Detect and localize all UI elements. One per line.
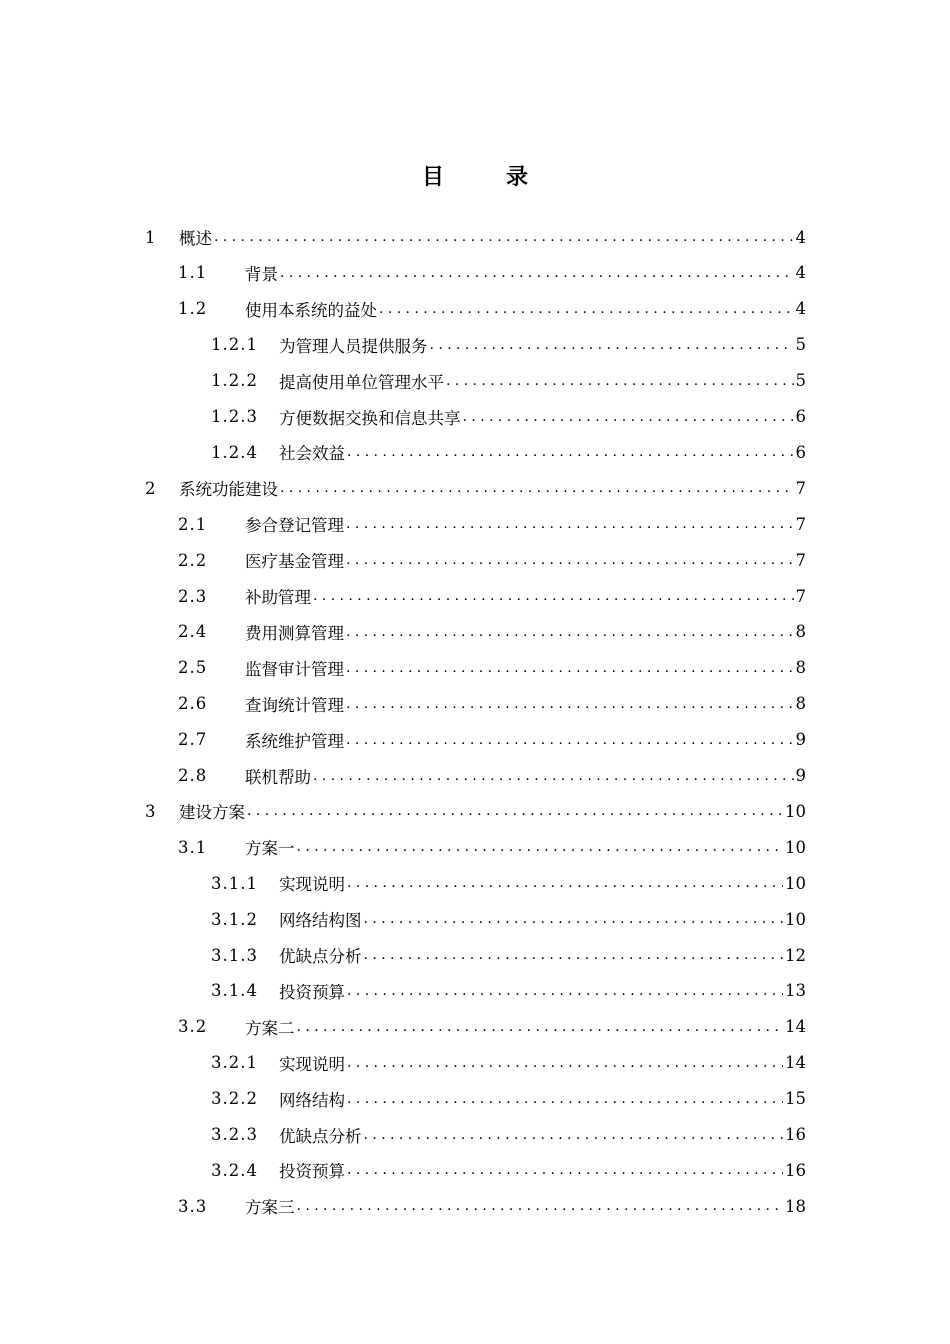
toc-entry-label: 系统维护管理: [245, 731, 344, 751]
toc-entry-label: 优缺点分析: [279, 947, 362, 966]
toc-entry-number: 2.4: [178, 622, 208, 642]
toc-entry-label: 提高使用单位管理水平: [279, 372, 444, 392]
toc-entry-page: 14: [785, 1053, 806, 1073]
toc-entry-page: 16: [785, 1125, 806, 1144]
toc-entry[interactable]: [211, 437, 806, 467]
toc-entry-page: 8: [795, 622, 806, 642]
toc-entry-number: 2.7: [178, 730, 208, 750]
toc-entry-label: 实现说明: [279, 875, 345, 895]
toc-entry[interactable]: [178, 761, 806, 791]
toc-entry-label: 方案三: [245, 1198, 295, 1218]
toc-entry-label: 投资预算: [279, 982, 345, 1002]
toc-entry-leader: [344, 617, 794, 647]
toc-entry-leader: [345, 1048, 783, 1078]
toc-entry[interactable]: [178, 617, 806, 647]
toc-entry[interactable]: [178, 1191, 806, 1221]
toc-entry[interactable]: [178, 258, 806, 288]
toc-entry-number: 3.1.4: [211, 981, 258, 1001]
toc-entry-leader: [212, 222, 794, 252]
toc-entry-number: 3.1.2: [211, 909, 258, 929]
toc-entry[interactable]: [211, 1048, 806, 1078]
toc-entry-page: 6: [795, 407, 806, 426]
toc-entry-number: 3.2.3: [211, 1125, 258, 1144]
toc-entry-number: 1.2.3: [211, 407, 258, 426]
toc-entry-page: 7: [795, 586, 806, 606]
toc-entry-number: 1.2: [178, 299, 208, 319]
toc-entry-leader: [344, 509, 794, 539]
toc-title: [0, 160, 950, 191]
toc-entry-page: 10: [785, 801, 806, 821]
toc-entry-label: 网络结构图: [279, 911, 362, 931]
toc-entry-leader: [362, 1120, 784, 1150]
toc-entry-label: 联机帮助: [245, 767, 311, 787]
toc-entry-label: 方案二: [245, 1018, 295, 1038]
toc-entry[interactable]: [145, 796, 806, 826]
toc-entry[interactable]: [211, 1120, 806, 1150]
toc-entry-page: 4: [795, 299, 806, 319]
toc-entry-label: 监督审计管理: [245, 659, 344, 679]
toc-entry-number: 2.8: [178, 766, 208, 785]
toc-entry-page: 5: [795, 335, 806, 355]
toc-entry-leader: [345, 976, 783, 1006]
toc-entry-label: 网络结构: [279, 1090, 345, 1110]
toc-entry-page: 4: [795, 263, 806, 283]
toc-entry-page: 14: [785, 1017, 806, 1037]
toc-entry[interactable]: [211, 976, 806, 1006]
toc-entry-label: 参合登记管理: [245, 516, 344, 536]
toc-entry-leader: [345, 1084, 783, 1114]
toc-entry[interactable]: [211, 1084, 806, 1114]
toc-entry-leader: [245, 796, 783, 826]
toc-entry-number: 3.2.1: [211, 1053, 258, 1073]
toc-entry-leader: [444, 366, 794, 396]
toc-entry-number: 2.3: [178, 586, 208, 606]
toc-entry-label: 概述: [179, 229, 212, 248]
toc-entry-label: 背景: [245, 264, 278, 284]
toc-entry[interactable]: [211, 868, 806, 898]
toc-entry-number: 1.2.2: [211, 371, 258, 391]
toc-entry-leader: [344, 689, 794, 719]
toc-entry[interactable]: [211, 940, 806, 970]
toc-entry-page: 7: [795, 514, 806, 534]
toc-entry-page: 4: [795, 227, 806, 247]
toc-entry-page: 6: [795, 442, 806, 462]
toc-entry-number: 3.1: [178, 837, 208, 857]
toc-entry-label: 补助管理: [245, 588, 311, 607]
toc-entry-label: 社会效益: [279, 444, 345, 464]
toc-entry[interactable]: [145, 473, 806, 503]
toc-entry-number: 3.2: [178, 1017, 208, 1037]
toc-entry-page: 9: [795, 730, 806, 750]
toc-entry-leader: [344, 545, 794, 575]
toc-entry-label: 建设方案: [179, 803, 245, 823]
toc-entry-number: 3.2.2: [211, 1089, 258, 1109]
toc-entry-leader: [345, 1155, 783, 1185]
toc-entry-page: 13: [785, 981, 806, 1001]
toc-entry-leader: [295, 1191, 784, 1221]
toc-entry-label: 费用测算管理: [245, 623, 344, 643]
toc-entry-number: 2.2: [178, 550, 208, 570]
toc-entry-page: 5: [795, 371, 806, 391]
toc-entry-number: 1.1: [178, 263, 208, 283]
toc-entry-leader: [311, 761, 794, 791]
toc-entry-number: 3.2.4: [211, 1160, 258, 1180]
toc-entry-label: 医疗基金管理: [245, 552, 344, 572]
toc-entry-page: 7: [795, 550, 806, 570]
toc-entry-label: 查询统计管理: [245, 695, 344, 715]
toc-entry-page: 10: [785, 873, 806, 893]
toc-entry-page: 8: [795, 658, 806, 678]
toc-entry[interactable]: [178, 832, 806, 862]
toc-entry-page: 7: [795, 478, 806, 498]
toc-entry-label: 优缺点分析: [279, 1126, 362, 1146]
toc-entry[interactable]: [211, 402, 806, 432]
toc-entry[interactable]: [178, 509, 806, 539]
toc-entry-number: 2: [145, 478, 157, 498]
toc-entry-page: 12: [785, 945, 806, 965]
toc-entry-leader: [295, 832, 784, 862]
toc-entry[interactable]: [178, 1012, 806, 1042]
toc-entry-page: 9: [795, 766, 806, 785]
toc-entry-page: 8: [795, 694, 806, 714]
toc-entry-number: 3.3: [178, 1196, 208, 1216]
toc-entry-label: 为管理人员提供服务: [279, 336, 428, 356]
toc-entry-label: 方案一: [245, 839, 295, 859]
toc-entry-number: 1.2.1: [211, 335, 258, 355]
toc-entry-label: 使用本系统的益处: [245, 300, 377, 320]
toc-entry[interactable]: [211, 366, 806, 396]
toc-entry-leader: [362, 940, 784, 970]
toc-entry[interactable]: [178, 294, 806, 324]
toc-entry-label: 实现说明: [279, 1054, 345, 1074]
toc-entry-leader: [278, 258, 794, 288]
toc-entry-page: 15: [785, 1089, 806, 1109]
toc-title-right: 录: [506, 164, 529, 190]
toc-entry-page: 10: [785, 837, 806, 857]
toc-entry[interactable]: [211, 1155, 806, 1185]
toc-entry-leader: [428, 330, 794, 360]
toc-entry-number: 3.1.3: [211, 945, 258, 965]
toc-entry-leader: [362, 904, 784, 934]
toc-entry-label: 系统功能建设: [179, 480, 278, 500]
toc-title-left: 目: [421, 164, 444, 190]
toc-entry-leader: [345, 868, 783, 898]
toc-entry-number: 2.6: [178, 694, 208, 714]
toc-entry-page: 16: [785, 1160, 806, 1180]
toc-entry-leader: [311, 581, 794, 611]
toc-entry-number: 1: [145, 227, 157, 247]
toc-entry-leader: [377, 294, 794, 324]
toc-entry[interactable]: [211, 904, 806, 934]
toc-entry-page: 18: [785, 1196, 806, 1216]
toc-entry[interactable]: [178, 581, 806, 611]
toc-entry-leader: [344, 725, 794, 755]
toc-entry[interactable]: [145, 222, 806, 252]
toc-entry-leader: [461, 402, 794, 432]
toc-entry-page: 10: [785, 909, 806, 929]
toc-entry[interactable]: [178, 653, 806, 683]
toc-entry[interactable]: [178, 725, 806, 755]
toc-entry-number: 1.2.4: [211, 442, 258, 462]
toc-entry-label: 方便数据交换和信息共享: [279, 408, 461, 428]
toc-entry[interactable]: [178, 545, 806, 575]
toc-entry-leader: [344, 653, 794, 683]
toc-entry-number: 3.1.1: [211, 873, 258, 893]
toc-entry-number: 2.5: [178, 658, 208, 678]
toc-entry[interactable]: [211, 330, 806, 360]
toc-entry-number: 3: [145, 801, 157, 821]
toc-entry-leader: [278, 473, 794, 503]
toc-entry-leader: [295, 1012, 784, 1042]
toc-entry-number: 2.1: [178, 514, 208, 534]
toc-entry[interactable]: [178, 689, 806, 719]
toc-entry-label: 投资预算: [279, 1162, 345, 1182]
toc-entry-leader: [345, 437, 794, 467]
